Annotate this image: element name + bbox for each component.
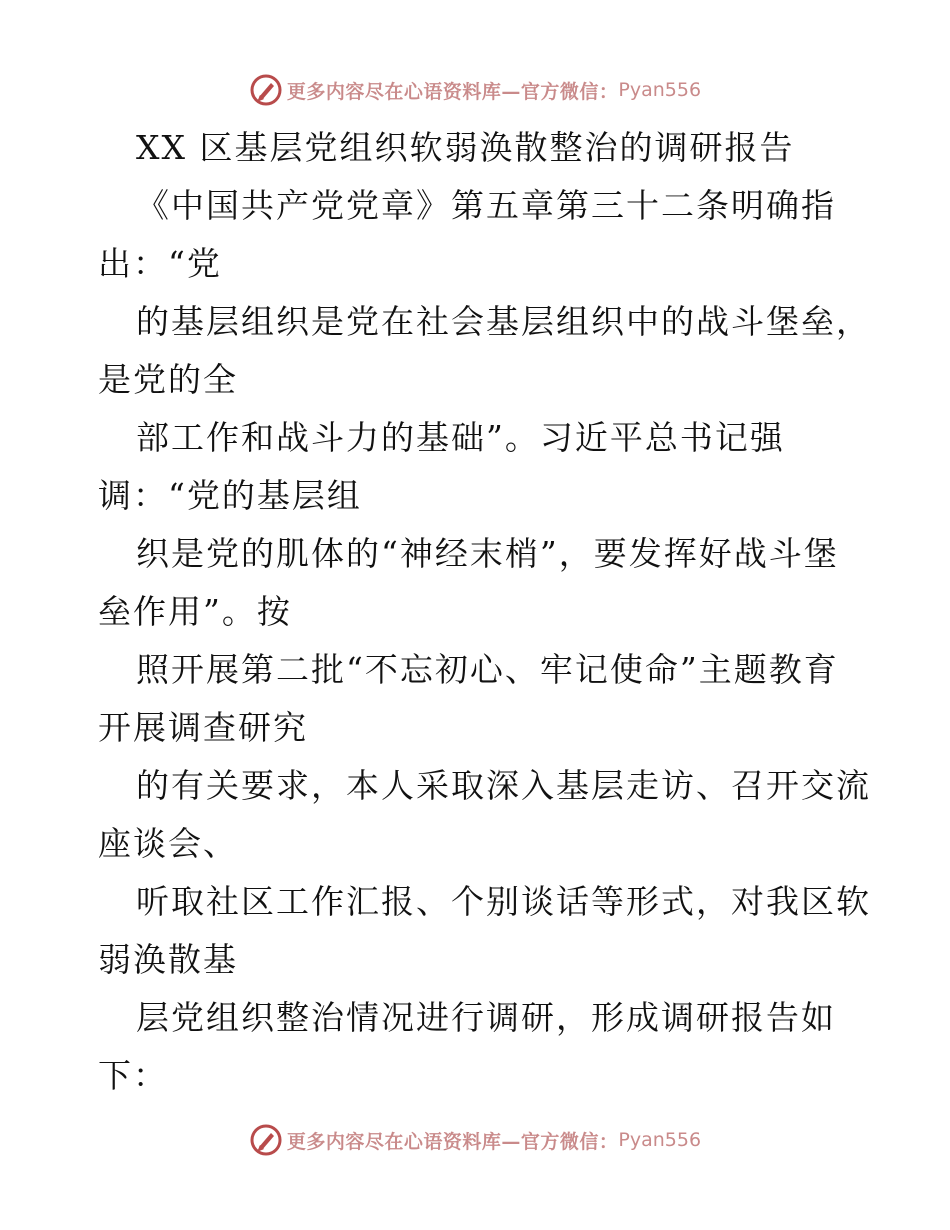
paragraph-line: 开展调查研究: [98, 708, 308, 747]
pen-logo-icon: [249, 1123, 283, 1157]
paragraph-line: 织是党的肌体的“神经末梢”，要发挥好战斗堡: [136, 534, 839, 573]
paragraph-line: 照开展第二批“不忘初心、牢记使命”主题教育: [136, 650, 839, 689]
paragraph-line: 的有关要求，本人采取深入基层走访、召开交流: [136, 766, 871, 805]
paragraph-line: 下：: [98, 1056, 168, 1095]
paragraph-line: 弱涣散基: [98, 940, 238, 979]
paragraph-line: 垒作用”。按: [98, 592, 292, 631]
paragraph-line: 《中国共产党党章》第五章第三十二条明确指: [136, 186, 836, 225]
pen-logo-icon: [249, 73, 283, 107]
paragraph-line: 是党的全: [98, 360, 238, 399]
watermark-text: 更多内容尽在心语资料库—官方微信：: [286, 80, 619, 103]
paragraph-line: 的基层组织是党在社会基层组织中的战斗堡垒，: [136, 302, 871, 341]
paragraph-line: 调：“党的基层组: [98, 476, 362, 515]
watermark-wechat-id: Pyan556: [618, 79, 702, 101]
paragraph-line: 座谈会、: [98, 824, 238, 863]
paragraph-line: 出：“党: [98, 244, 222, 283]
watermark-wechat-id: Pyan556: [618, 1129, 702, 1151]
footer-watermark: [0, 1120, 950, 1160]
paragraph-line: 部工作和战斗力的基础”。习近平总书记强: [136, 418, 785, 457]
watermark-text: 更多内容尽在心语资料库—官方微信：: [286, 1130, 619, 1153]
paragraph-line: 层党组织整治情况进行调研，形成调研报告如: [136, 998, 836, 1037]
header-watermark: [0, 70, 950, 110]
paragraph-line: 听取社区工作汇报、个别谈话等形式，对我区软: [136, 882, 871, 921]
document-title: XX 区基层党组织软弱涣散整治的调研报告: [136, 128, 795, 167]
